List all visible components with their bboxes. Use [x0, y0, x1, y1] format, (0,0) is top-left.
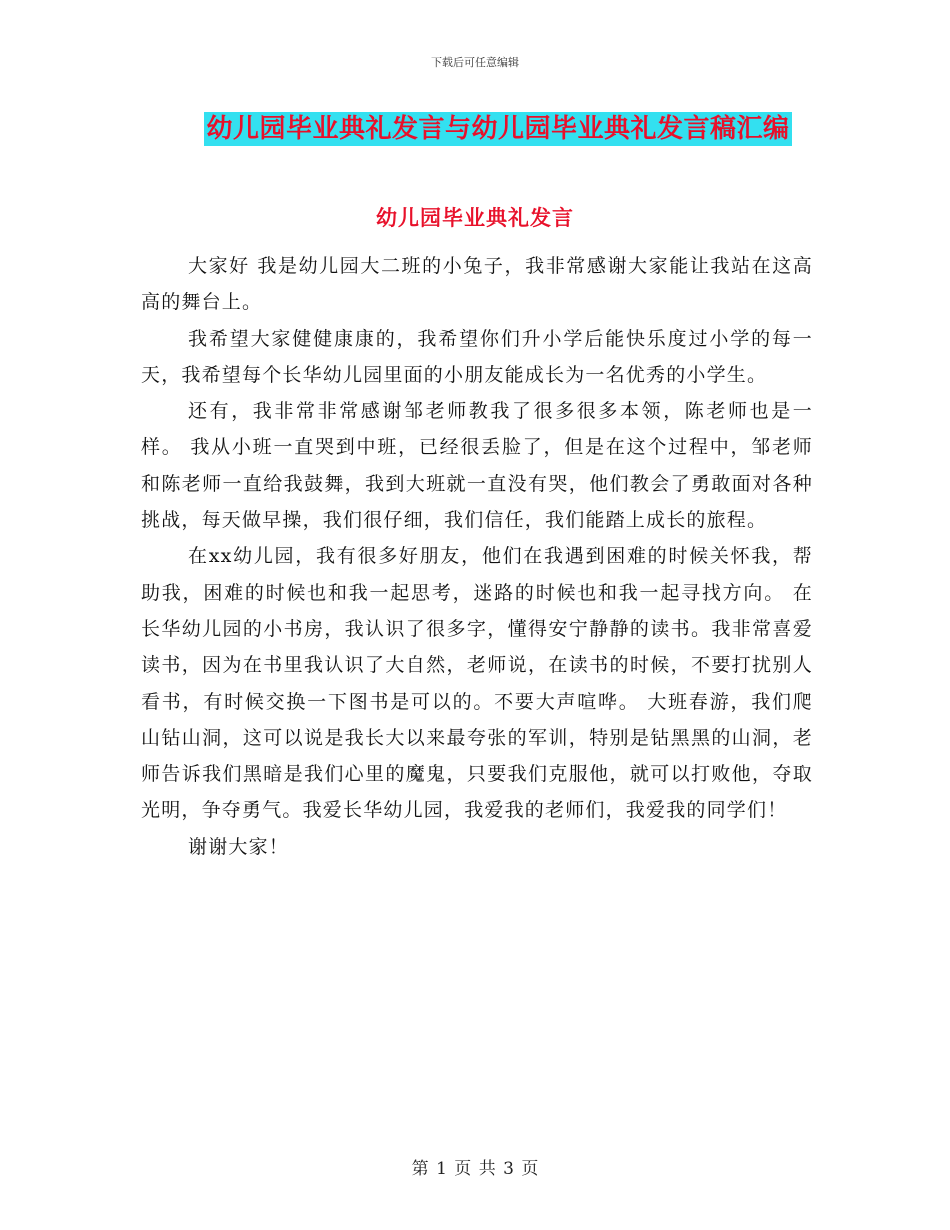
paragraph: 在xx幼儿园，我有很多好朋友，他们在我遇到困难的时候关怀我，帮助我，困难的时候也和我一起思考，迷路的时候也和我一起寻找方向。 在长华幼儿园的小书房，我认识了很多字，懂得安宁静静的读书。我非常喜爱读书，因为在书里我认识了大自然，老师说，在读书的时候，不要打扰别人看书，有时候交换一下图书是可以的。不要大声喧哗。 大班春游，我们爬山钻山洞，这可以说是我长大以来最夸张的军训，特别是钻黑黑的山洞，老师告诉我们黑暗是我们心里的魔鬼，只要我们克服他，就可以打败他，夺取光明，争夺勇气。我爱长华幼儿园，我爱我的老师们，我爱我的同学们！	[141, 545, 813, 822]
paragraph: 大家好 我是幼儿园大二班的小兔子，我非常感谢大家能让我站在这高高的舞台上。	[141, 255, 813, 314]
page-footer: 第 1 页 共 3 页	[411, 1159, 539, 1179]
paragraph: 谢谢大家！	[188, 835, 290, 858]
paragraph: 我希望大家健健康康的，我希望你们升小学后能快乐度过小学的每一天，我希望每个长华幼儿园里面的小朋友能成长为一名优秀的小学生。	[141, 327, 813, 386]
document-title: 幼儿园毕业典礼发言与幼儿园毕业典礼发言稿汇编	[206, 114, 790, 144]
document-body	[141, 248, 813, 865]
header-note: 下载后可任意编辑	[431, 56, 519, 69]
paragraph: 还有，我非常非常感谢邹老师教我了很多很多本领，陈老师也是一样。 我从小班一直哭到中班，已经很丢脸了，但是在这个过程中，邹老师和陈老师一直给我鼓舞，我到大班就一直没有哭，他们教会了勇敢面对各种挑战，每天做早操，我们很仔细，我们信任，我们能踏上成长的旅程。	[141, 400, 813, 532]
document-title-container	[0, 112, 950, 146]
section-title: 幼儿园毕业典礼发言	[376, 206, 574, 230]
